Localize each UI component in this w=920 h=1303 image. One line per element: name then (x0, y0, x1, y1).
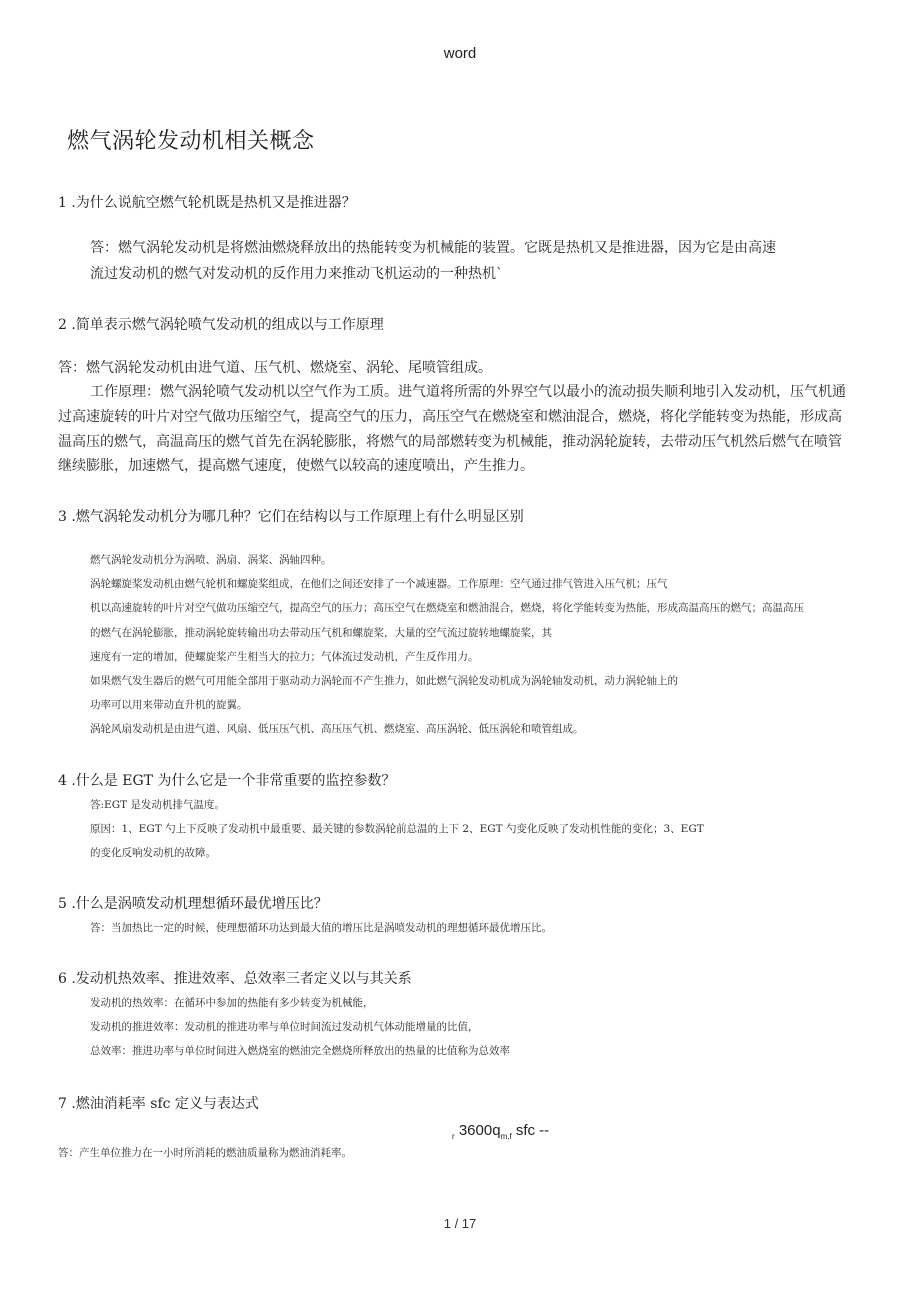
formula-main: 3600q (458, 1122, 501, 1139)
answer-6-line-1: 发动机的热效率：在循环中参加的热能有多少转变为机械能， (90, 997, 374, 1009)
formula-prefix: r (452, 1132, 455, 1141)
answer-3-line-6: 如果燃气发生器后的燃气可用能全部用于驱动动力涡轮而不产生推力，如此燃气涡轮发动机成为涡轮轴发动机，动力涡轮轴上的 (90, 675, 678, 687)
question-3: 3 .燃气涡轮发动机分为哪几种？它们在结构以与工作原理上有什么明显区别 (58, 509, 524, 525)
answer-6-line-3: 总效率：推进功率与单位时间进入燃烧室的燃油完全燃烧所释放出的热量的比值称为总效率 (90, 1045, 510, 1057)
sfc-formula (452, 1122, 549, 1141)
formula-subscript: m,f (500, 1132, 512, 1141)
answer-3-line-1: 燃气涡轮发动机分为涡喷、涡扇、涡桨、涡轴四种。 (90, 554, 332, 566)
question-6: 6 .发动机热效率、推进效率、总效率三者定义以与其关系 (58, 971, 412, 987)
page-header: word (443, 45, 477, 62)
answer-4-line-2: 原因：1、EGT 勺上下反映了发动机中最重要、最关键的参数涡轮前总温的上下 2、EGT 勺变化反映了发动机性能的变化；3、EGT (90, 823, 704, 835)
answer-3-line-3: 机以高速旋转的叶片对空气做功压缩空气，提高空气的压力；高压空气在燃烧室和燃油混合，燃烧，将化学能转变为热能，形成高温高压的燃气；高温高压 (90, 602, 804, 614)
answer-3-line-7: 功率可以用来带动直升机的旋翼。 (90, 699, 248, 711)
answer-1-line-2: 流过发动机的燃气对发动机的反作用力来推动飞机运动的一种热机` (90, 266, 503, 282)
answer-2-line-2: 工作原理：燃气涡轮喷气发动机以空气作为工质。进气道将所需的外界空气以最小的流动损失顺利地引入发动机，压气机通 (90, 384, 846, 400)
answer-3-line-2: 涡轮螺旋桨发动机由燃气轮机和螺旋桨组成，在他们之间还安排了一个减速器。工作原理：空气通过排气管进入压气机；压气 (90, 578, 668, 590)
answer-2-line-1: 答：燃气涡轮发动机由进气道、压气机、燃烧室、涡轮、尾喷管组成。 (58, 360, 492, 376)
question-7: 7 .燃油消耗率 sfc 定义与表达式 (58, 1096, 259, 1112)
answer-6-line-2: 发动机的推进效率：发动机的推进功率与单位时间流过发动机气体动能增量的比值， (90, 1021, 479, 1033)
answer-7-line-1: 答：产生单位推力在一小时所消耗的燃油质量称为燃油消耗率。 (58, 1147, 352, 1159)
formula-suffix: sfc -- (515, 1122, 550, 1139)
page-number: 1 / 17 (443, 1216, 477, 1231)
answer-2-line-3: 过高速旋转的叶片对空气做功压缩空气，提高空气的压力，高压空气在燃烧室和燃油混合，燃烧，将化学能转变为热能，形成高 (58, 409, 842, 425)
question-4: 4 .什么是 EGT 为什么它是一个非常重要的监控参数？ (58, 773, 396, 789)
question-5: 5 .什么是涡喷发动机理想循环最优增压比？ (58, 896, 328, 912)
answer-5-line-1: 答：当加热比一定的时候，使理想循环功达到最大值的增压比是涡喷发动机的理想循环最优增压比。 (90, 922, 552, 934)
answer-3-line-4: 的燃气在涡轮膨胀，推动涡轮旋转输出功去带动压气机和螺旋桨，大量的空气流过旋转地螺旋桨，其 (90, 627, 552, 639)
answer-4-line-3: 的变化反响发动机的故障。 (90, 847, 216, 859)
answer-2-line-5: 继续膨胀，加速燃气，提高燃气速度，使燃气以较高的速度喷出，产生推力。 (58, 458, 534, 474)
answer-4-line-1: 答:EGT 是发动机排气温度。 (90, 799, 225, 811)
question-2: 2 .简单表示燃气涡轮喷气发动机的组成以与工作原理 (58, 317, 384, 333)
answer-3-line-5: 速度有一定的增加，使螺旋桨产生相当大的拉力；气体流过发动机，产生反作用力。 (90, 651, 479, 663)
answer-3-line-8: 涡轮风扇发动机是由进气道、风扇、低压压气机、高压压气机、燃烧室、高压涡轮、低压涡轮和喷管组成。 (90, 723, 584, 735)
answer-2-line-4: 温高压的燃气，高温高压的燃气首先在涡轮膨胀，将燃气的局部燃转变为机械能，推动涡轮旋转，去带动压气机然后燃气在喷管 (58, 434, 842, 450)
document-title: 燃气涡轮发动机相关概念 (67, 129, 315, 154)
answer-1-line-1: 答：燃气涡轮发动机是将燃油燃烧释放出的热能转变为机械能的装置。它既是热机又是推进器，因为它是由高速 (90, 240, 776, 256)
question-1: 1 .为什么说航空燃气轮机既是热机又是推进器？ (58, 195, 356, 211)
